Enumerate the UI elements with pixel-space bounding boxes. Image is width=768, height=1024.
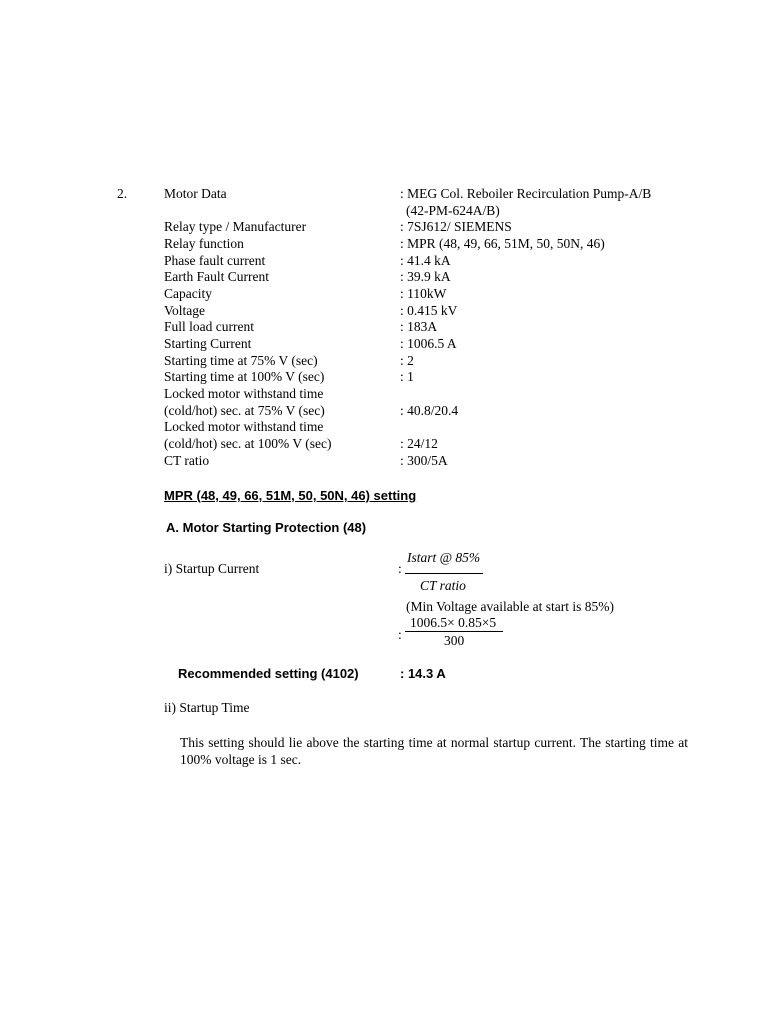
row-label: Full load current (164, 319, 254, 334)
formula-numerator (407, 549, 480, 566)
ct-ratio-label: CT ratio (164, 453, 210, 468)
locked-100-label-line2: (cold/hot) sec. at 100% V (sec) (164, 436, 332, 451)
locked-75-label-line1: Locked motor withstand time (164, 386, 324, 401)
motor-data-tag: (42-PM-624A/B) (406, 203, 500, 218)
row-label: Phase fault current (164, 253, 266, 268)
row-value: : MPR (48, 49, 66, 51M, 50, 50N, 46) (400, 236, 605, 251)
ct-ratio-value: : 300/5A (400, 453, 448, 468)
formula-colon: : (398, 561, 402, 576)
row-value: : 2 (400, 353, 414, 368)
startup-current-label: i) Startup Current (164, 561, 260, 576)
formula-denominator: CT ratio (420, 578, 466, 593)
calc-denominator: 300 (444, 633, 465, 648)
subsection-heading: A. Motor Starting Protection (48) (166, 520, 367, 535)
calc-numerator: 1006.5× 0.85×5 (410, 615, 497, 630)
row-label: Voltage (164, 303, 205, 318)
startup-time-paragraph: This setting should lie above the starting time at normal startup current. The starting time at 100% voltage is 1 sec. (180, 735, 688, 767)
calc-colon: : (398, 627, 402, 642)
recommended-setting-value: : 14.3 A (400, 666, 446, 681)
section-number: 2. (117, 186, 128, 201)
row-value: : 0.415 kV (400, 303, 458, 318)
row-value: : 183A (400, 319, 438, 334)
locked-100-label-line1: Locked motor withstand time (164, 419, 324, 434)
row-label: Capacity (164, 286, 212, 301)
row-label: Relay type / Manufacturer (164, 219, 307, 234)
row-label: Earth Fault Current (164, 269, 269, 284)
min-voltage-note: (Min Voltage available at start is 85%) (406, 599, 614, 614)
formula-fraction-bar (405, 573, 483, 574)
row-label: Relay function (164, 236, 244, 251)
row-label: Starting Current (164, 336, 252, 351)
row-value: : 41.4 kA (400, 253, 451, 268)
startup-time-label: ii) Startup Time (164, 700, 250, 715)
setting-heading: MPR (48, 49, 66, 51M, 50, 50N, 46) setting (164, 488, 417, 503)
recommended-setting-label: Recommended setting (4102) (178, 666, 359, 681)
locked-75-label-line2: (cold/hot) sec. at 75% V (sec) (164, 403, 325, 418)
locked-100-value: : 24/12 (400, 436, 438, 451)
row-value: : 39.9 kA (400, 269, 451, 284)
row-label: Starting time at 100% V (sec) (164, 369, 325, 384)
row-value: : 110kW (400, 286, 447, 301)
formula-numerator-text: Istart @ 85% (407, 550, 481, 565)
motor-data-value: : MEG Col. Reboiler Recirculation Pump-A/B (400, 186, 652, 201)
locked-75-value: : 40.8/20.4 (400, 403, 459, 418)
row-value: : 1006.5 A (400, 336, 457, 351)
row-label: Starting time at 75% V (sec) (164, 353, 318, 368)
motor-data-label: Motor Data (164, 186, 227, 201)
row-value: : 7SJ612/ SIEMENS (400, 219, 512, 234)
row-value: : 1 (400, 369, 414, 384)
